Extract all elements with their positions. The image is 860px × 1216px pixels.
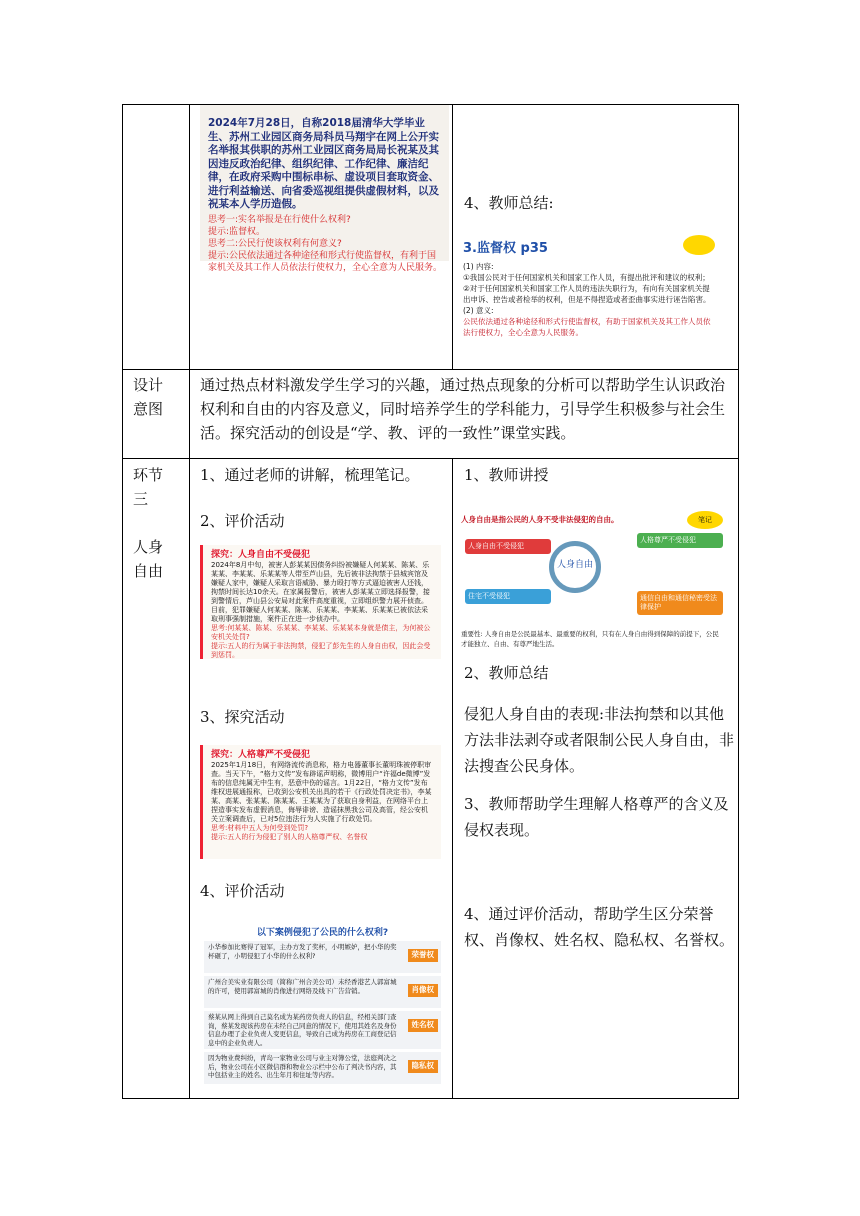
- step-2-text: 2、评价活动: [200, 512, 285, 530]
- answer-2: 提示:公民依法通过各种途径和形式行使监督权，有利于国家机关及其工作人员依法行使权力，全心全意为人民服务。: [208, 250, 443, 273]
- panel-3-answer: 提示:五人的行为侵犯了别人的人格尊严权、名誉权: [211, 833, 368, 841]
- slide-item-box: 人格尊严不受侵犯: [637, 533, 723, 548]
- right-step-3: 3、教师帮助学生理解人格尊严的含义及侵权表现。: [464, 795, 729, 839]
- section-label: 环节 三 人身 自由: [133, 466, 164, 580]
- teacher-summary-label: 4、教师总结:: [464, 194, 554, 212]
- quiz-case: [204, 1011, 441, 1049]
- personal-freedom-case-image: [200, 545, 441, 659]
- column-divider: [189, 105, 190, 1098]
- row-divider: [123, 458, 738, 459]
- slide-head: 人身自由是指公民的人身不受非法侵犯的自由。: [461, 515, 619, 524]
- panel-3-question: 思考:材料中五人为何受到处罚?: [211, 824, 309, 832]
- step-3-text: 3、探究活动: [200, 708, 285, 726]
- quiz-case: [204, 941, 441, 973]
- supervision-slide-image: [457, 233, 721, 365]
- answer-1: 提示:监督权。: [208, 226, 266, 237]
- rights-quiz-image: [200, 923, 445, 1091]
- slide-item-box: 人身自由不受侵犯: [465, 539, 551, 554]
- quiz-case-text: 小华参加比赛得了冠军，主办方发了奖杯，小明嫉妒，把小华的奖杯砸了，小明侵犯了小华的什么权利?: [208, 943, 397, 960]
- slide-meaning: 公民依法通过各种途径和形式行使监督权，有助于国家机关及其工作人员依法行使权力，全心全意为人民服务。: [463, 317, 711, 337]
- dignity-case-image: [200, 745, 441, 859]
- slide-content: ①我国公民对于任何国家机关和国家工作人员，有提出批评和建议的权利；②对于任何国家机关和国家工作人员的违法失职行为，有向有关国家机关提出申诉、控告或者检举的权利，但是不得捏造或者歪曲事实进行诬告陷害。: [463, 273, 711, 304]
- slide-meaning-head: (2) 意义:: [463, 306, 494, 315]
- quiz-title: 以下案例侵犯了公民的什么权利?: [256, 928, 389, 938]
- right-step-4: 4、通过评价活动，帮助学生区分荣誉权、肖像权、姓名权、隐私权、名誉权。: [464, 905, 735, 949]
- center-label: 人身自由: [557, 560, 594, 570]
- slide-item-box: 通信自由和通信秘密受法律保护: [637, 591, 723, 615]
- note-badge: 笔记: [687, 511, 723, 529]
- right-step-1: 1、教师讲授: [464, 466, 549, 484]
- question-1: 思考一:实名举报是在行使什么权利?: [208, 214, 351, 225]
- panel-2-title: 探究：人身自由不受侵犯: [211, 550, 311, 560]
- supervision-case-image: [200, 105, 449, 273]
- quiz-case-text: 因为物业费纠纷，青岛一家物业公司与业主对簿公堂，法庭判决之后，物业公司在小区微信群和物业公示栏中公布了判决书内容，其中包括业主的姓名、出生年月和住址等内容。: [208, 1054, 397, 1079]
- question-2: 思考二:公民行使该权利有何意义?: [208, 238, 342, 249]
- slide-title: 3.监督权 p35: [463, 241, 548, 256]
- panel-2-text: 2024年8月中旬，被害人彭某某因债务纠纷被嫌疑人何某某、陈某、乐某某、李某某、乐某某等人带至芦山县，先后被非法拘禁于县城宾馆及嫌疑人家中，嫌疑人采取言语威胁、暴力殴打等方式逼迫被害人还钱，拘禁时间长达10余天。在家属报警后，被害人彭某某立即选择报警，接到警情后，芦山县公安局对此案件高度重视，立即组织警力展开侦查。目前，犯罪嫌疑人何某某、陈某、乐某某、李某某、乐某某已被依法采取刑事强制措施，案件正在进一步侦办中。: [211, 561, 430, 623]
- case-text: 2024年7月28日，自称2018届清华大学毕业生、苏州工业园区商务局科员马翔宇在网上公开实名举报其供职的苏州工业园区商务局局长祝某及其因违反政治纪律、组织纪律、工作纪律、廉洁纪律，在政府采购中围标串标、虚设项目套取资金、进行利益输送、向省委巡视组提供虚假材料，以及祝某本人学历造假。: [208, 117, 439, 210]
- quiz-case: [204, 1052, 441, 1084]
- quiz-case-text: 广州合美实业有限公司（简称广州合美公司）未经香港艺人郭富城的许可，使用郭富城的肖像进行网络及线下广告营销。: [208, 978, 397, 995]
- quiz-answer-tag: 姓名权: [408, 1019, 439, 1032]
- quiz-case: [204, 976, 441, 1008]
- right-step-2-text: 侵犯人身自由的表现:非法拘禁和以其他方法非法剥夺或者限制公民人身自由，非法搜查公民身体。: [464, 705, 735, 775]
- column-divider: [452, 105, 453, 369]
- quiz-answer-tag: 荣誉权: [408, 949, 439, 962]
- step-4-text: 4、评价活动: [200, 882, 285, 900]
- column-divider: [452, 458, 453, 1098]
- design-text: 通过热点材料激发学生学习的兴趣，通过热点现象的分析可以帮助学生认识政治权利和自由的内容及意义，同时培养学生的学科能力，引导学生积极参与社会生活。探究活动的创设是“学、教、评的一致性”课堂实践。: [200, 376, 726, 442]
- cloud-icon: [683, 235, 715, 255]
- panel-3-title: 探究：人格尊严不受侵犯: [211, 750, 311, 760]
- quiz-answer-tag: 肖像权: [408, 984, 439, 997]
- slide-key: 重要性: 人身自由是公民最基本、最重要的权利，只有在人身自由得到保障的前提下，公民才能独立、自由、有尊严地生活。: [461, 630, 719, 648]
- row-divider: [123, 369, 738, 370]
- quiz-answer-tag: 隐私权: [408, 1060, 439, 1073]
- quiz-list: [204, 941, 441, 1084]
- panel-3-text: 2025年1月18日，有网络流传消息称，格力电器董事长董明珠被停职审查。当天下午，“格力文传”发布辟谣声明称，微博用户“许福de微博”发布的信息纯属无中生有，恶意中伤的谣言。1月22日，“格力文传”发布维权进展通报称，已收到公安机关出具的若干《行政处罚决定书》，李某某、高某、张某某、陈某某、王某某为了获取自身利益，在网络平台上捏造事实发布虚假消息，侮辱诽谤、造谣抹黑我公司及高管，经公安机关立案调查后，已对5位违法行为人实施了行政处罚。: [211, 761, 432, 823]
- panel-2-question: 思考:何某某、陈某、乐某某、李某某、乐某某本身就是债主，为何被公安机关处罚?: [211, 624, 431, 641]
- design-label: 设计意图: [133, 376, 164, 418]
- quiz-case-text: 蔡某从网上得到自己莫名成为某药房负责人的信息，经相关部门查询，蔡某发现该药房在未经自己同意的情况下，使用其姓名及身份信息办理了企业负责人变更信息，导致自己成为药房在工商登记信息中的企业负责人。: [208, 1013, 397, 1047]
- slide-content-head: (1) 内容:: [463, 262, 494, 271]
- slide-item-box: 住宅不受侵犯: [465, 589, 551, 604]
- step-1-text: 1、通过老师的讲解，梳理笔记。: [200, 466, 420, 484]
- personal-freedom-slide-image: [457, 511, 727, 667]
- lesson-plan-table: [122, 104, 739, 1099]
- right-step-2: 2、教师总结: [464, 664, 549, 682]
- panel-2-answer: 提示:五人的行为属于非法拘禁，侵犯了彭先生的人身自由权，因此会受到惩罚。: [211, 642, 431, 659]
